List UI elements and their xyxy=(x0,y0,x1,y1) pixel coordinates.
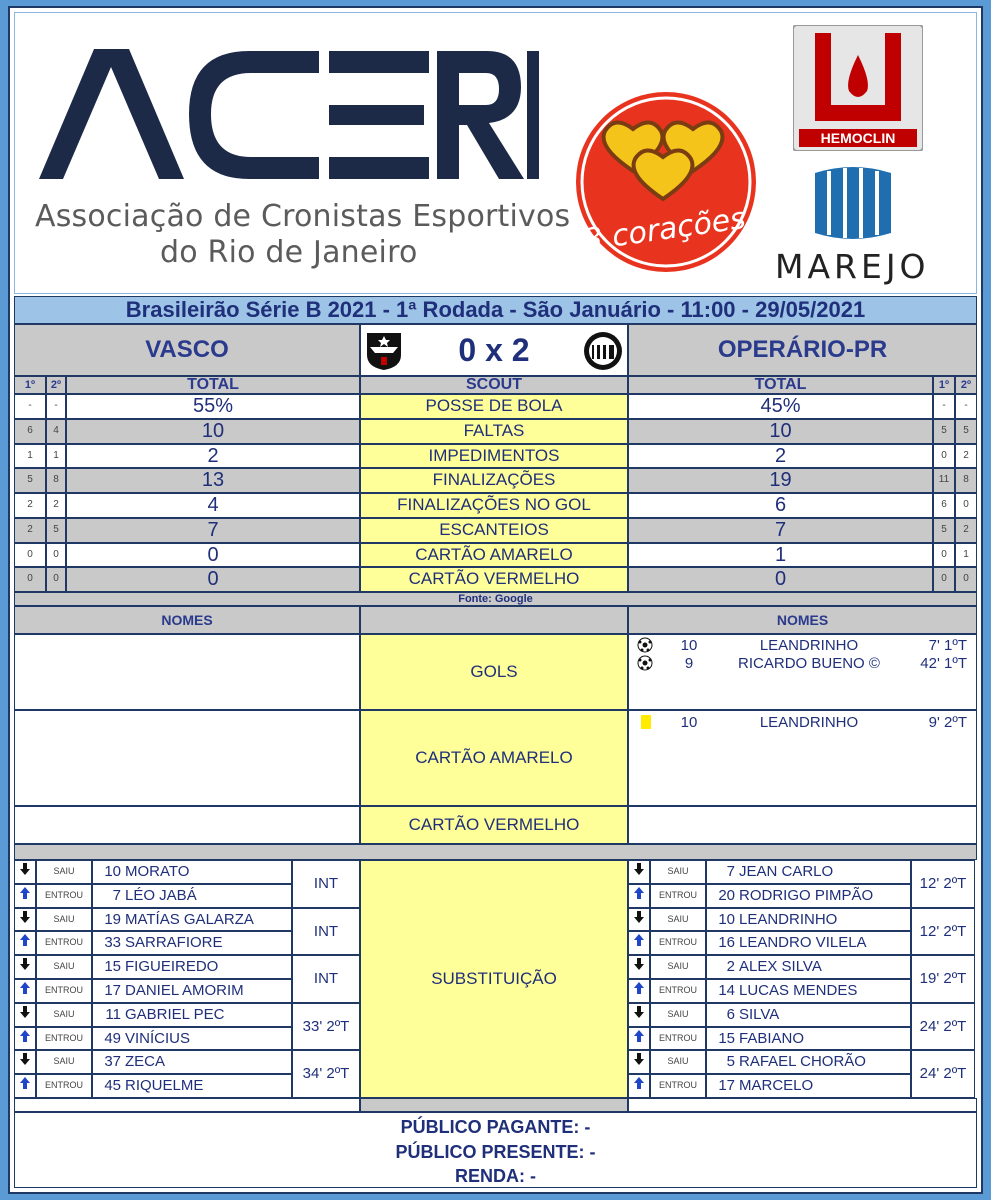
sub-player-cell xyxy=(706,955,911,979)
coracoes-logo-text: 3 corações xyxy=(581,200,748,259)
sub-player-cell xyxy=(92,955,292,979)
stat-label: ESCANTEIOS xyxy=(360,518,628,543)
sub-out-player: ALEX SILVA xyxy=(739,958,822,976)
arrow-down-icon xyxy=(14,1050,36,1074)
sub-out-tag: SAIU xyxy=(36,1003,92,1027)
arrow-down-icon xyxy=(628,1003,650,1027)
sub-in-tag: ENTROU xyxy=(36,884,92,908)
sub-in-tag: ENTROU xyxy=(650,1027,706,1051)
sub-in-player: RODRIGO PIMPÃO xyxy=(739,886,874,904)
sub-player-cell xyxy=(706,884,911,908)
goal-1-player: LEANDRINHO xyxy=(759,637,859,654)
marejo-logo-text: MAREJO xyxy=(775,247,930,286)
stat-home-total: 4 xyxy=(66,493,360,518)
acerj-subtitle-line1: Associação de Cronistas Esportivos xyxy=(35,199,571,234)
stat-away-second-half: 5 xyxy=(955,419,977,444)
marejo-logo-icon xyxy=(811,163,895,248)
stat-home-second-half: 4 xyxy=(46,419,66,444)
sub-in-player: LÉO JABÁ xyxy=(125,886,197,904)
acerj-subtitle-line2: do Rio de Janeiro xyxy=(160,235,418,270)
yellow-card-icon xyxy=(641,715,651,729)
ball-icon xyxy=(637,655,653,676)
tres-coracoes-logo xyxy=(573,89,759,280)
middle-spacer xyxy=(360,1098,628,1112)
away-red-box xyxy=(628,806,977,844)
sub-in-number: 17 xyxy=(104,982,121,999)
sub-in-number: 7 xyxy=(112,886,121,904)
sub-player-cell xyxy=(92,908,292,932)
stat-home-total: 7 xyxy=(66,518,360,543)
stat-home-second-half: 1 xyxy=(46,444,66,469)
sub-out-tag: SAIU xyxy=(650,1003,706,1027)
stat-away-second-half: 1 xyxy=(955,543,977,568)
arrow-up-icon xyxy=(14,1074,36,1098)
sub-time: INT xyxy=(292,955,360,1003)
present-public: PÚBLICO PRESENTE: - xyxy=(395,1142,596,1162)
sub-in-player: VINÍCIUS xyxy=(125,1029,191,1047)
yellow-1-number: 10 xyxy=(680,714,698,731)
sub-player-cell xyxy=(92,1050,292,1074)
revenue: RENDA: - xyxy=(455,1166,536,1186)
sub-in-player: SARRAFIORE xyxy=(125,934,223,952)
sub-in-tag: ENTROU xyxy=(650,1074,706,1098)
sub-player-cell xyxy=(92,1027,292,1051)
sub-in-player: DANIEL AMORIM xyxy=(125,982,244,999)
sub-time: INT xyxy=(292,860,360,908)
sub-time: 34' 2ºT xyxy=(292,1050,360,1098)
stat-away-second-half: - xyxy=(955,394,977,419)
sub-player-cell xyxy=(92,931,292,955)
arrow-up-icon xyxy=(14,884,36,908)
sub-player-cell xyxy=(706,1027,911,1051)
away-col-total: TOTAL xyxy=(628,376,933,394)
sub-out-number: 5 xyxy=(726,1053,735,1071)
sub-out-tag: SAIU xyxy=(36,908,92,932)
arrow-up-icon xyxy=(628,979,650,1003)
home-col-total: TOTAL xyxy=(66,376,360,394)
arrow-down-icon xyxy=(14,908,36,932)
arrow-down-icon xyxy=(628,860,650,884)
stat-away-first-half: - xyxy=(933,394,955,419)
stat-home-second-half: 0 xyxy=(46,543,66,568)
sub-in-number: 16 xyxy=(718,934,735,952)
sub-in-number: 33 xyxy=(104,934,121,952)
stat-home-second-half: 0 xyxy=(46,567,66,592)
goals-label: GOLS xyxy=(360,634,628,710)
sub-out-player: FIGUEIREDO xyxy=(125,958,219,976)
home-red-box xyxy=(14,806,360,844)
sub-in-player: RIQUELME xyxy=(125,1077,204,1095)
stat-away-total: 45% xyxy=(628,394,933,419)
stat-label: POSSE DE BOLA xyxy=(360,394,628,419)
middle-names-spacer xyxy=(360,606,628,634)
sub-out-number: 6 xyxy=(726,1005,735,1023)
sub-player-cell xyxy=(92,884,292,908)
attendance-box xyxy=(14,1112,977,1188)
source-row xyxy=(14,592,977,606)
sub-player-cell xyxy=(706,1074,911,1098)
stat-away-second-half: 2 xyxy=(955,518,977,543)
stat-away-first-half: 6 xyxy=(933,493,955,518)
sub-time: 19' 2ºT xyxy=(911,955,975,1003)
stat-home-second-half: 5 xyxy=(46,518,66,543)
stat-away-total: 7 xyxy=(628,518,933,543)
sub-player-cell xyxy=(706,1050,911,1074)
sub-in-number: 45 xyxy=(104,1077,121,1095)
sub-out-tag: SAIU xyxy=(650,955,706,979)
arrow-down-icon xyxy=(14,860,36,884)
stat-home-second-half: - xyxy=(46,394,66,419)
stat-away-total: 2 xyxy=(628,444,933,469)
stat-away-first-half: 0 xyxy=(933,543,955,568)
stat-away-total: 6 xyxy=(628,493,933,518)
acerj-logo xyxy=(39,39,539,194)
stat-home-total: 13 xyxy=(66,468,360,493)
sub-out-number: 7 xyxy=(726,863,735,880)
vasco-crest-icon xyxy=(365,331,403,376)
stat-home-second-half: 2 xyxy=(46,493,66,518)
stat-home-first-half: 0 xyxy=(14,543,46,568)
stat-home-first-half: 6 xyxy=(14,419,46,444)
operario-crest-icon xyxy=(583,331,623,376)
substitution-label: SUBSTITUIÇÃO xyxy=(360,860,628,1098)
sub-out-tag: SAIU xyxy=(36,955,92,979)
stat-home-total: 0 xyxy=(66,543,360,568)
source-text: Fonte: Google xyxy=(458,593,533,605)
sub-out-tag: SAIU xyxy=(650,908,706,932)
stat-home-second-half: 8 xyxy=(46,468,66,493)
yellow-1-player: LEANDRINHO xyxy=(759,714,859,731)
sub-player-cell xyxy=(706,979,911,1003)
sub-time: 24' 2ºT xyxy=(911,1003,975,1051)
sub-in-tag: ENTROU xyxy=(36,979,92,1003)
stat-label: CARTÃO VERMELHO xyxy=(360,567,628,592)
stat-away-second-half: 8 xyxy=(955,468,977,493)
sub-out-number: 19 xyxy=(104,910,121,928)
yellow-card-label: CARTÃO AMARELO xyxy=(360,710,628,806)
arrow-up-icon xyxy=(14,931,36,955)
sub-in-player: LEANDRO VILELA xyxy=(739,934,867,952)
sub-out-player: ZECA xyxy=(125,1053,166,1071)
goal-2-time: 42' 1ºT xyxy=(920,655,967,672)
sub-in-tag: ENTROU xyxy=(650,884,706,908)
hemoclin-logo xyxy=(793,25,923,156)
hemoclin-logo-text: HEMOCLIN xyxy=(820,130,896,146)
stat-away-second-half: 0 xyxy=(955,567,977,592)
sub-player-cell xyxy=(92,860,292,884)
goal-2-number: 9 xyxy=(684,655,694,672)
stat-home-total: 0 xyxy=(66,567,360,592)
match-title: Brasileirão Série B 2021 - 1ª Rodada - São Januário - 11:00 - 29/05/2021 xyxy=(14,296,977,324)
stat-label: FINALIZAÇÕES NO GOL xyxy=(360,493,628,518)
away-yellow-box xyxy=(628,710,977,806)
sub-out-tag: SAIU xyxy=(650,860,706,884)
red-card-label: CARTÃO VERMELHO xyxy=(360,806,628,844)
home-col-second-half: 2º xyxy=(46,376,66,394)
sub-player-cell xyxy=(706,1003,911,1027)
stat-home-first-half: - xyxy=(14,394,46,419)
sub-out-number: 11 xyxy=(105,1005,121,1023)
sub-time: 24' 2ºT xyxy=(911,1050,975,1098)
away-col-first-half: 1º xyxy=(933,376,955,394)
sub-out-player: GABRIEL PEC xyxy=(125,1005,225,1023)
stat-away-first-half: 5 xyxy=(933,419,955,444)
sub-in-number: 49 xyxy=(104,1029,121,1047)
sub-out-number: 10 xyxy=(718,910,735,928)
sub-in-tag: ENTROU xyxy=(36,1027,92,1051)
stat-home-total: 10 xyxy=(66,419,360,444)
sub-out-number: 2 xyxy=(726,958,735,976)
scout-col-header: SCOUT xyxy=(360,376,628,394)
sub-player-cell xyxy=(92,979,292,1003)
stat-away-total: 1 xyxy=(628,543,933,568)
stat-away-total: 0 xyxy=(628,567,933,592)
arrow-down-icon xyxy=(14,955,36,979)
away-goals-box xyxy=(628,634,977,710)
sub-in-tag: ENTROU xyxy=(36,1074,92,1098)
home-spacer xyxy=(14,1098,360,1112)
stat-home-first-half: 1 xyxy=(14,444,46,469)
sub-out-number: 10 xyxy=(104,863,121,880)
sub-in-player: MARCELO xyxy=(739,1077,814,1095)
yellow-1-time: 9' 2ºT xyxy=(928,714,967,731)
sub-in-tag: ENTROU xyxy=(650,979,706,1003)
sub-time: 12' 2ºT xyxy=(911,908,975,956)
sub-out-player: LEANDRINHO xyxy=(739,910,838,928)
stat-home-total: 2 xyxy=(66,444,360,469)
arrow-down-icon xyxy=(14,1003,36,1027)
sub-out-player: MORATO xyxy=(125,863,190,880)
sub-player-cell xyxy=(706,908,911,932)
sub-time: INT xyxy=(292,908,360,956)
stat-away-first-half: 0 xyxy=(933,444,955,469)
sub-in-number: 17 xyxy=(718,1077,735,1095)
away-team-name: OPERÁRIO-PR xyxy=(628,324,977,376)
sub-out-tag: SAIU xyxy=(650,1050,706,1074)
home-yellow-box xyxy=(14,710,360,806)
sub-out-tag: SAIU xyxy=(36,1050,92,1074)
stat-home-first-half: 2 xyxy=(14,493,46,518)
sub-in-tag: ENTROU xyxy=(36,931,92,955)
stat-away-second-half: 0 xyxy=(955,493,977,518)
sub-in-number: 20 xyxy=(718,886,735,904)
away-col-second-half: 2º xyxy=(955,376,977,394)
sub-player-cell xyxy=(706,860,911,884)
arrow-up-icon xyxy=(628,1027,650,1051)
stat-away-second-half: 2 xyxy=(955,444,977,469)
arrow-up-icon xyxy=(14,979,36,1003)
stat-label: FINALIZAÇÕES xyxy=(360,468,628,493)
goal-1-number: 10 xyxy=(680,637,698,654)
stat-away-total: 19 xyxy=(628,468,933,493)
sponsor-header xyxy=(14,12,977,294)
sub-in-tag: ENTROU xyxy=(650,931,706,955)
stat-label: IMPEDIMENTOS xyxy=(360,444,628,469)
stat-label: FALTAS xyxy=(360,419,628,444)
arrow-up-icon xyxy=(14,1027,36,1051)
home-team-name: VASCO xyxy=(14,324,360,376)
sub-in-player: FABIANO xyxy=(739,1029,805,1047)
sub-time: 12' 2ºT xyxy=(911,860,975,908)
sub-out-player: SILVA xyxy=(739,1005,780,1023)
scoresheet xyxy=(8,6,983,1194)
sub-player-cell xyxy=(92,1003,292,1027)
sub-in-player: LUCAS MENDES xyxy=(739,982,858,999)
sub-out-number: 37 xyxy=(104,1053,121,1071)
stat-away-first-half: 0 xyxy=(933,567,955,592)
sub-out-player: JEAN CARLO xyxy=(739,863,834,880)
arrow-down-icon xyxy=(628,908,650,932)
arrow-up-icon xyxy=(628,1074,650,1098)
stat-away-first-half: 5 xyxy=(933,518,955,543)
paying-public: PÚBLICO PAGANTE: - xyxy=(400,1117,591,1137)
sub-in-number: 15 xyxy=(718,1029,735,1047)
arrow-down-icon xyxy=(628,955,650,979)
stat-away-total: 10 xyxy=(628,419,933,444)
away-spacer xyxy=(628,1098,977,1112)
home-goals-box xyxy=(14,634,360,710)
stat-home-first-half: 5 xyxy=(14,468,46,493)
sub-out-tag: SAIU xyxy=(36,860,92,884)
score-box xyxy=(360,324,628,376)
sub-out-player: RAFAEL CHORÃO xyxy=(739,1053,866,1071)
sub-player-cell xyxy=(92,1074,292,1098)
sub-time: 33' 2ºT xyxy=(292,1003,360,1051)
sub-out-number: 15 xyxy=(104,958,121,976)
goal-2-player: RICARDO BUENO © xyxy=(738,655,880,672)
arrow-up-icon xyxy=(628,884,650,908)
separator-bar xyxy=(14,844,977,860)
sub-in-number: 14 xyxy=(718,982,735,999)
sub-player-cell xyxy=(706,931,911,955)
away-names-header: NOMES xyxy=(628,606,977,634)
match-score: 0 x 2 xyxy=(458,332,530,368)
stat-home-first-half: 0 xyxy=(14,567,46,592)
stat-home-total: 55% xyxy=(66,394,360,419)
home-col-first-half: 1º xyxy=(14,376,46,394)
home-names-header: NOMES xyxy=(14,606,360,634)
goal-1-time: 7' 1ºT xyxy=(928,637,967,654)
stat-home-first-half: 2 xyxy=(14,518,46,543)
stat-label: CARTÃO AMARELO xyxy=(360,543,628,568)
sub-out-player: MATÍAS GALARZA xyxy=(125,910,254,928)
stat-away-first-half: 11 xyxy=(933,468,955,493)
arrow-down-icon xyxy=(628,1050,650,1074)
arrow-up-icon xyxy=(628,931,650,955)
